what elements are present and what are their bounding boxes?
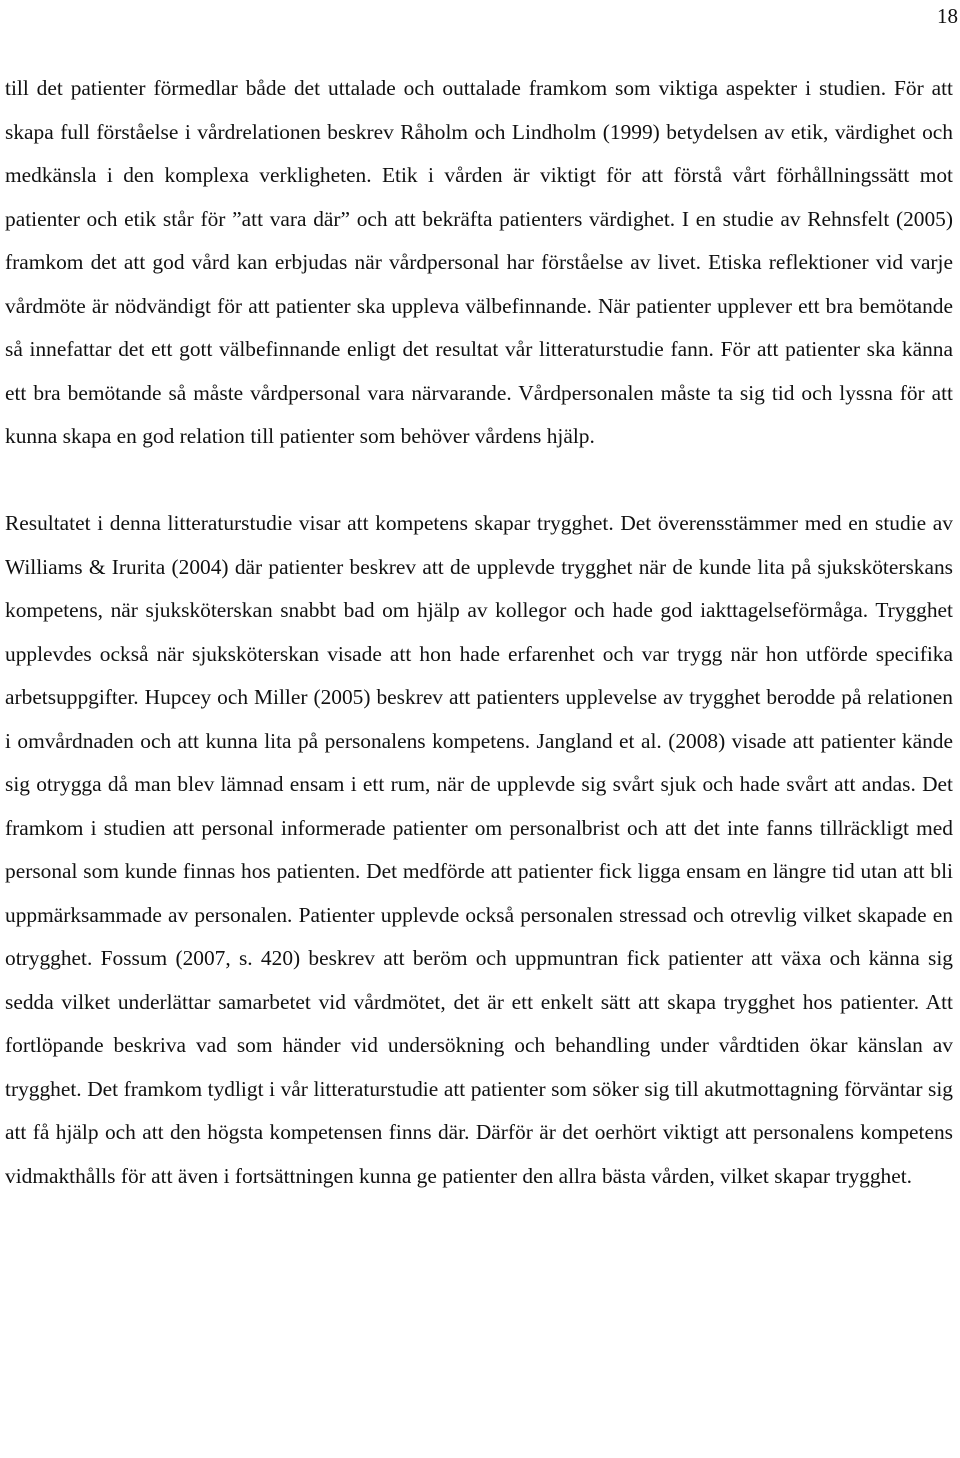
paragraph-etik-och-bemotande: till det patienter förmedlar både det uttalade och outtalade framkom som viktiga aspekter i studien. För att skapa full förståelse i vårdrelationen beskrev Råholm och Lindholm (1999) betydelsen av etik, värdighet och medkänsla i den komplexa verkligheten. Etik i vården är viktigt för att förstå vårt förhållningssätt mot patienter och etik står för ”att vara där” och att bekräfta patienters värdighet. I en studie av Rehnsfelt (2005) framkom det att god vård kan erbjudas när vårdpersonal har förståelse av livet. Etiska reflektioner vid varje vårdmöte är nödvändigt för att patienter ska uppleva välbefinnande. När patienter upplever ett bra bemötande så innefattar det ett gott välbefinnande enligt det resultat vår litteraturstudie fann. För att patienter ska känna ett bra bemötande så måste vårdpersonal vara närvarande. Vårdpersonalen måste ta sig tid och lyssna för att kunna skapa en god relation till patienter som behöver vårdens hjälp.: [5, 76, 953, 448]
paragraph-kompetens-och-trygghet: Resultatet i denna litteraturstudie visar att kompetens skapar trygghet. Det överensstämmer med en studie av Williams & Irurita (2004) där patienter beskrev att de upplevde trygghet när de kunde lita på sjuksköterskans kompetens, när sjuksköterskan snabbt bad om hjälp av kollegor och hade god iakttagelseförmåga. Trygghet upplevdes också när sjuksköterskan visade att hon hade erfarenhet och var trygg när hon utförde specifika arbetsuppgifter. Hupcey och Miller (2005) beskrev att patienters upplevelse av trygghet berodde på relationen i omvårdnaden och att kunna lita på personalens kompetens. Jangland et al. (2008) visade att patienter kände sig otrygga då man blev lämnad ensam i ett rum, när de upplevde sig svårt sjuk och hade svårt att andas. Det framkom i studien att personal informerade patienter om personalbrist och att det inte fanns tillräckligt med personal som kunde finnas hos patienten. Det medförde att patienter fick ligga ensam en längre tid utan att bli uppmärksammade av personalen. Patienter upplevde också personalen stressad och otrevlig vilket skapade en otrygghet. Fossum (2007, s. 420) beskrev att beröm och uppmuntran fick patienter att växa och känna sig sedda vilket underlättar samarbetet vid vårdmötet, det är ett enkelt sätt att skapa trygghet hos patienter. Att fortlöpande beskriva vad som händer vid undersökning och behandling under vårdtiden ökar känslan av trygghet. Det framkom tydligt i vår litteraturstudie att patienter som söker sig till akutmottagning förväntar sig att få hjälp och att den högsta kompetensen finns där. Därför är det oerhört viktigt att personalens kompetens vidmakthålls för att även i fortsättningen kunna ge patienter den allra bästa vården, vilket skapar trygghet.: [5, 511, 953, 1188]
page-number: 18: [937, 4, 958, 28]
document-body: [5, 67, 953, 1198]
